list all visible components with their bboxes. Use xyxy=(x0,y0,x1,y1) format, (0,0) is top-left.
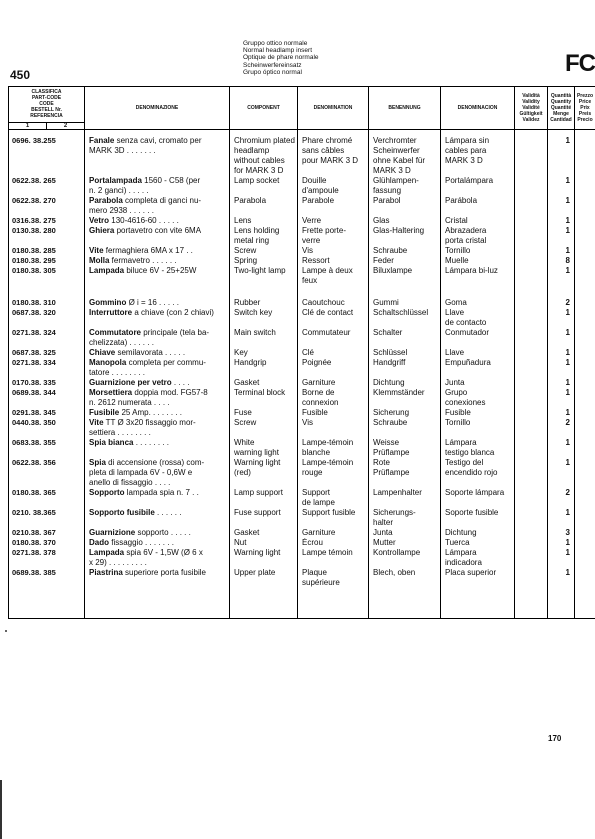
table-row xyxy=(9,538,595,548)
part-code: 0622.38. 356 xyxy=(9,458,85,488)
denominacion-es: Llave xyxy=(441,348,515,358)
quantity-cell: 1 xyxy=(548,176,575,196)
quantity-cell: 2 xyxy=(548,418,575,438)
denominacion-es: Placa superior xyxy=(441,568,515,588)
description-it: Lampada biluce 6V - 25+25W xyxy=(85,266,230,286)
header-denominacion: DENOMINACION xyxy=(441,87,515,130)
denominacion-es: Goma xyxy=(441,298,515,308)
quantity-cell: 1 xyxy=(548,348,575,358)
table-row xyxy=(9,196,595,216)
title-it: Gruppo ottico normale xyxy=(243,40,308,47)
part-code: 0170.38. 335 xyxy=(9,378,85,388)
component-en: Key xyxy=(230,348,298,358)
benennung-de: Gummi xyxy=(369,298,441,308)
benennung-de: Glas xyxy=(369,216,441,226)
price-cell xyxy=(575,266,595,286)
denomination-fr: Parabole xyxy=(298,196,369,216)
table-row xyxy=(9,226,595,246)
description-it: Sopporto lampada spia n. 7 . . xyxy=(85,488,230,508)
quantity-cell: 1 xyxy=(548,196,575,216)
validity-cell xyxy=(515,388,548,408)
part-code: 0271.38. 378 xyxy=(9,548,85,568)
description-it: Lampada spia 6V - 1,5W (Ø 6 x x 29) . . . . . . . . . xyxy=(85,548,230,568)
price-cell xyxy=(575,378,595,388)
component-en: Lens xyxy=(230,216,298,226)
part-code: 0271.38. 324 xyxy=(9,328,85,348)
price-cell xyxy=(575,438,595,458)
header-benennung: BENENNUNG xyxy=(369,87,441,130)
quantity-cell: 1 xyxy=(548,216,575,226)
part-code: 0316.38. 275 xyxy=(9,216,85,226)
validity-cell xyxy=(515,298,548,308)
table-row xyxy=(9,358,595,378)
denomination-fr: Écrou xyxy=(298,538,369,548)
denomination-fr: Poignée xyxy=(298,358,369,378)
table-body xyxy=(9,130,595,619)
description-it: Parabola completa di ganci nu- mero 2938 . . . . . . xyxy=(85,196,230,216)
denominacion-es: Lámpara sin cables para MARK 3 D xyxy=(441,130,515,177)
validity-cell xyxy=(515,568,548,588)
benennung-de: Weisse Prüflampe xyxy=(369,438,441,458)
price-cell xyxy=(575,418,595,438)
quantity-cell: 1 xyxy=(548,308,575,328)
description-it: Portalampada 1560 - C58 (per n. 2 ganci) . . . . . xyxy=(85,176,230,196)
component-en: Screw xyxy=(230,246,298,256)
benennung-de: Biluxlampe xyxy=(369,266,441,286)
corner-code: FC xyxy=(565,50,595,77)
denominacion-es: Lámpara indicadora xyxy=(441,548,515,568)
description-it: Sopporto fusibile . . . . . . xyxy=(85,508,230,528)
quantity-cell: 1 xyxy=(548,328,575,348)
denomination-fr: Commutateur xyxy=(298,328,369,348)
denominacion-es: Lámpara bi-luz xyxy=(441,266,515,286)
denomination-fr: Frette porte- verre xyxy=(298,226,369,246)
quantity-cell: 1 xyxy=(548,358,575,378)
denomination-fr: Support fusible xyxy=(298,508,369,528)
denomination-fr: Vis xyxy=(298,418,369,438)
component-en: Screw xyxy=(230,418,298,438)
part-code: 0689.38. 344 xyxy=(9,388,85,408)
price-cell xyxy=(575,328,595,348)
price-cell xyxy=(575,388,595,408)
validity-cell xyxy=(515,538,548,548)
table-row xyxy=(9,418,595,438)
denominacion-es: Soporte fusible xyxy=(441,508,515,528)
denominacion-es: Abrazadera porta cristal xyxy=(441,226,515,246)
price-cell xyxy=(575,548,595,568)
benennung-de: Schraube xyxy=(369,246,441,256)
denomination-fr: Clé xyxy=(298,348,369,358)
denomination-fr: Lampe-témoin blanche xyxy=(298,438,369,458)
price-cell xyxy=(575,408,595,418)
table-row xyxy=(9,348,595,358)
description-it: Ghiera portavetro con vite 6MA xyxy=(85,226,230,246)
component-en: Lamp socket xyxy=(230,176,298,196)
denomination-fr: Phare chromé sans câbles pour MARK 3 D xyxy=(298,130,369,177)
description-it: Gommino Ø i = 16 . . . . . xyxy=(85,298,230,308)
part-code: 0271.38. 334 xyxy=(9,358,85,378)
price-cell xyxy=(575,298,595,308)
row-spacer xyxy=(9,286,595,298)
row-spacer xyxy=(9,588,595,619)
denomination-fr: Support de lampe xyxy=(298,488,369,508)
component-en: White warning light xyxy=(230,438,298,458)
denomination-fr: Vis xyxy=(298,246,369,256)
benennung-de: Blech, oben xyxy=(369,568,441,588)
title-de: Scheinwerfereinsatz xyxy=(243,61,302,69)
denominacion-es: Tornillo xyxy=(441,246,515,256)
benennung-de: Dichtung xyxy=(369,378,441,388)
price-cell xyxy=(575,216,595,226)
benennung-de: Schaltschlüssel xyxy=(369,308,441,328)
validity-cell xyxy=(515,216,548,226)
denomination-fr: Verre xyxy=(298,216,369,226)
benennung-de: Sicherung xyxy=(369,408,441,418)
validity-cell xyxy=(515,438,548,458)
component-en: Nut xyxy=(230,538,298,548)
part-code: 0130.38. 280 xyxy=(9,226,85,246)
description-it: Commutatore principale (tela ba- chelizzata) . . . . . . xyxy=(85,328,230,348)
benennung-de: Glas-Haltering xyxy=(369,226,441,246)
component-en: Upper plate xyxy=(230,568,298,588)
benennung-de: Parabol xyxy=(369,196,441,216)
benennung-de: Glühlampen- fassung xyxy=(369,176,441,196)
part-code: 0687.38. 325 xyxy=(9,348,85,358)
table-row xyxy=(9,568,595,588)
benennung-de: Rote Prüflampe xyxy=(369,458,441,488)
denominacion-es: Testigo del encendido rojo xyxy=(441,458,515,488)
denominacion-es: Empuñadura xyxy=(441,358,515,378)
table-header xyxy=(9,87,595,130)
part-code: 0180.38. 370 xyxy=(9,538,85,548)
denomination-fr: Fusible xyxy=(298,408,369,418)
part-code: 0622.38. 265 xyxy=(9,176,85,196)
section-title-block xyxy=(243,40,319,76)
validity-cell xyxy=(515,130,548,177)
description-it: Chiave semilavorata . . . . . xyxy=(85,348,230,358)
quantity-cell: 1 xyxy=(548,508,575,528)
header-code: CLASSIFICA PART-CODE CODE BESTELL Nr. REFERENCIA 1 2 xyxy=(9,87,85,130)
denominacion-es: Portalámpara xyxy=(441,176,515,196)
denomination-fr: Lampe-témoin rouge xyxy=(298,458,369,488)
denomination-fr: Caoutchouc xyxy=(298,298,369,308)
table-row xyxy=(9,256,595,266)
denomination-fr: Lampe à deux feux xyxy=(298,266,369,286)
denominacion-es: Junta xyxy=(441,378,515,388)
quantity-cell: 1 xyxy=(548,458,575,488)
description-it: Fusibile 25 Amp. . . . . . . . xyxy=(85,408,230,418)
description-it: Molla fermavetro . . . . . . xyxy=(85,256,230,266)
denomination-fr: Lampe témoin xyxy=(298,548,369,568)
denomination-fr: Garniture xyxy=(298,528,369,538)
component-en: Warning light (red) xyxy=(230,458,298,488)
table-row xyxy=(9,438,595,458)
quantity-cell: 1 xyxy=(548,408,575,418)
header-denominazione: DENOMINAZIONE xyxy=(85,87,230,130)
validity-cell xyxy=(515,328,548,348)
description-it: Vite TT Ø 3x20 fissaggio mor- settiera . . . . . . . . xyxy=(85,418,230,438)
price-cell xyxy=(575,568,595,588)
description-it: Fanale senza cavi, cromato per MARK 3D . . . . . . . xyxy=(85,130,230,177)
table-row xyxy=(9,388,595,408)
validity-cell xyxy=(515,226,548,246)
title-fr: Optique de phare normale xyxy=(243,54,319,62)
header-denomination: DENOMINATION xyxy=(298,87,369,130)
part-code: 0683.38. 355 xyxy=(9,438,85,458)
benennung-de: Lampenhalter xyxy=(369,488,441,508)
part-code: 0622.38. 270 xyxy=(9,196,85,216)
component-en: Rubber xyxy=(230,298,298,308)
quantity-cell: 2 xyxy=(548,488,575,508)
table-row xyxy=(9,508,595,528)
quantity-cell: 1 xyxy=(548,548,575,568)
title-es: Grupo óptico normal xyxy=(243,68,302,76)
price-cell xyxy=(575,226,595,246)
component-en: Gasket xyxy=(230,378,298,388)
component-en: Main switch xyxy=(230,328,298,348)
price-cell xyxy=(575,538,595,548)
quantity-cell: 1 xyxy=(548,226,575,246)
denominacion-es: Muelle xyxy=(441,256,515,266)
price-cell xyxy=(575,308,595,328)
header-price: Prezzo Price Prix Preis Precio xyxy=(575,87,595,130)
benennung-de: Feder xyxy=(369,256,441,266)
quantity-cell: 1 xyxy=(548,378,575,388)
part-code: 0291.38. 345 xyxy=(9,408,85,418)
component-en: Spring xyxy=(230,256,298,266)
description-it: Vetro 130-4616-60 . . . . . xyxy=(85,216,230,226)
table-row xyxy=(9,408,595,418)
denominacion-es: Dichtung xyxy=(441,528,515,538)
denomination-fr: Ressort xyxy=(298,256,369,266)
validity-cell xyxy=(515,458,548,488)
quantity-cell: 3 xyxy=(548,528,575,538)
denominacion-es: Lámpara testigo blanca xyxy=(441,438,515,458)
part-code: 0180.38. 305 xyxy=(9,266,85,286)
validity-cell xyxy=(515,196,548,216)
table-row xyxy=(9,266,595,286)
denominacion-es: Cristal xyxy=(441,216,515,226)
denominacion-es: Tuerca xyxy=(441,538,515,548)
component-en: Fuse xyxy=(230,408,298,418)
validity-cell xyxy=(515,246,548,256)
quantity-cell: 8 xyxy=(548,256,575,266)
denominacion-es: Tornillo xyxy=(441,418,515,438)
quantity-cell: 1 xyxy=(548,438,575,458)
component-en: Lens holding metal ring xyxy=(230,226,298,246)
denomination-fr: Douille d'ampoule xyxy=(298,176,369,196)
price-cell xyxy=(575,528,595,538)
quantity-cell: 1 xyxy=(548,538,575,548)
component-en: Gasket xyxy=(230,528,298,538)
description-it: Vite fermaghiera 6MA x 17 . . xyxy=(85,246,230,256)
validity-cell xyxy=(515,308,548,328)
part-code: 0210.38. 367 xyxy=(9,528,85,538)
validity-cell xyxy=(515,256,548,266)
header-validity: Validità Validity Validité Gültigkeit Validez xyxy=(515,87,548,130)
validity-cell xyxy=(515,488,548,508)
quantity-cell: 1 xyxy=(548,266,575,286)
component-en: Fuse support xyxy=(230,508,298,528)
description-it: Interruttore a chiave (con 2 chiavi) xyxy=(85,308,230,328)
price-cell xyxy=(575,348,595,358)
part-code: 0180.38. 310 xyxy=(9,298,85,308)
component-en: Parabola xyxy=(230,196,298,216)
benennung-de: Schraube xyxy=(369,418,441,438)
denominacion-es: Soporte lámpara xyxy=(441,488,515,508)
quantity-cell: 1 xyxy=(548,388,575,408)
validity-cell xyxy=(515,508,548,528)
denomination-fr: Borne de connexion xyxy=(298,388,369,408)
price-cell xyxy=(575,358,595,378)
description-it: Morsettiera doppia mod. FG57-8 n. 2612 numerata . . . . xyxy=(85,388,230,408)
table-row xyxy=(9,308,595,328)
benennung-de: Junta xyxy=(369,528,441,538)
price-cell xyxy=(575,458,595,488)
table-row xyxy=(9,528,595,538)
header-quantity: Quantità Quantity Quantité Menge Cantidad xyxy=(548,87,575,130)
title-en: Normal headlamp insert xyxy=(243,47,313,55)
component-en: Handgrip xyxy=(230,358,298,378)
validity-cell xyxy=(515,528,548,538)
description-it: Spia bianca . . . . . . . . xyxy=(85,438,230,458)
table-row xyxy=(9,458,595,488)
margin-dot xyxy=(5,630,7,632)
parts-table xyxy=(8,86,595,619)
part-code: 0180.38. 365 xyxy=(9,488,85,508)
benennung-de: Schlüssel xyxy=(369,348,441,358)
price-cell xyxy=(575,246,595,256)
component-en: Chromium plated headlamp without cables for MARK 3 D xyxy=(230,130,298,177)
component-en: Switch key xyxy=(230,308,298,328)
description-it: Dado fissaggio . . . . . . . xyxy=(85,538,230,548)
description-it: Guarnizione sopporto . . . . . xyxy=(85,528,230,538)
part-code: 0440.38. 350 xyxy=(9,418,85,438)
denominacion-es: Grupo conexiones xyxy=(441,388,515,408)
validity-cell xyxy=(515,348,548,358)
price-cell xyxy=(575,508,595,528)
benennung-de: Schalter xyxy=(369,328,441,348)
part-code: 0180.38. 295 xyxy=(9,256,85,266)
price-cell xyxy=(575,488,595,508)
component-en: Terminal block xyxy=(230,388,298,408)
part-code: 0210. 38.365 xyxy=(9,508,85,528)
margin-line xyxy=(0,780,2,839)
benennung-de: Klemmständer xyxy=(369,388,441,408)
part-code: 0696. 38.255 xyxy=(9,130,85,177)
header-component: COMPONENT xyxy=(230,87,298,130)
part-code: 0689.38. 385 xyxy=(9,568,85,588)
price-cell xyxy=(575,176,595,196)
description-it: Piastrina superiore porta fusibile xyxy=(85,568,230,588)
footer-number: 170 xyxy=(548,734,562,743)
benennung-de: Kontrollampe xyxy=(369,548,441,568)
validity-cell xyxy=(515,266,548,286)
description-it: Guarnizione per vetro . . . . xyxy=(85,378,230,388)
quantity-cell: 1 xyxy=(548,246,575,256)
quantity-cell: 1 xyxy=(548,568,575,588)
denomination-fr: Garniture xyxy=(298,378,369,388)
validity-cell xyxy=(515,378,548,388)
validity-cell xyxy=(515,358,548,378)
part-code: 0180.38. 285 xyxy=(9,246,85,256)
validity-cell xyxy=(515,548,548,568)
table-row xyxy=(9,216,595,226)
denominacion-es: Fusible xyxy=(441,408,515,418)
component-en: Two-light lamp xyxy=(230,266,298,286)
table-row xyxy=(9,298,595,308)
price-cell xyxy=(575,130,595,177)
table-row xyxy=(9,176,595,196)
component-en: Lamp support xyxy=(230,488,298,508)
page-number: 450 xyxy=(10,68,31,82)
validity-cell xyxy=(515,418,548,438)
benennung-de: Handgriff xyxy=(369,358,441,378)
component-en: Warning light xyxy=(230,548,298,568)
denomination-fr: Clé de contact xyxy=(298,308,369,328)
denomination-fr: Plaque supérieure xyxy=(298,568,369,588)
table-row xyxy=(9,378,595,388)
quantity-cell: 2 xyxy=(548,298,575,308)
part-code: 0687.38. 320 xyxy=(9,308,85,328)
table-row xyxy=(9,488,595,508)
denominacion-es: Conmutador xyxy=(441,328,515,348)
validity-cell xyxy=(515,176,548,196)
validity-cell xyxy=(515,408,548,418)
description-it: Manopola completa per commu- tatore . . . . . . . . xyxy=(85,358,230,378)
benennung-de: Verchromter Scheinwerfer ohne Kabel für MARK 3 D xyxy=(369,130,441,177)
quantity-cell: 1 xyxy=(548,130,575,177)
denominacion-es: Parábola xyxy=(441,196,515,216)
price-cell xyxy=(575,256,595,266)
benennung-de: Mutter xyxy=(369,538,441,548)
description-it: Spia di accensione (rossa) com- pleta di lampada 6V - 0,6W e anello di fissaggio . . . . xyxy=(85,458,230,488)
table-row xyxy=(9,130,595,177)
table-row xyxy=(9,328,595,348)
price-cell xyxy=(575,196,595,216)
benennung-de: Sicherungs- halter xyxy=(369,508,441,528)
table-row xyxy=(9,548,595,568)
denominacion-es: Llave de contacto xyxy=(441,308,515,328)
table-row xyxy=(9,246,595,256)
